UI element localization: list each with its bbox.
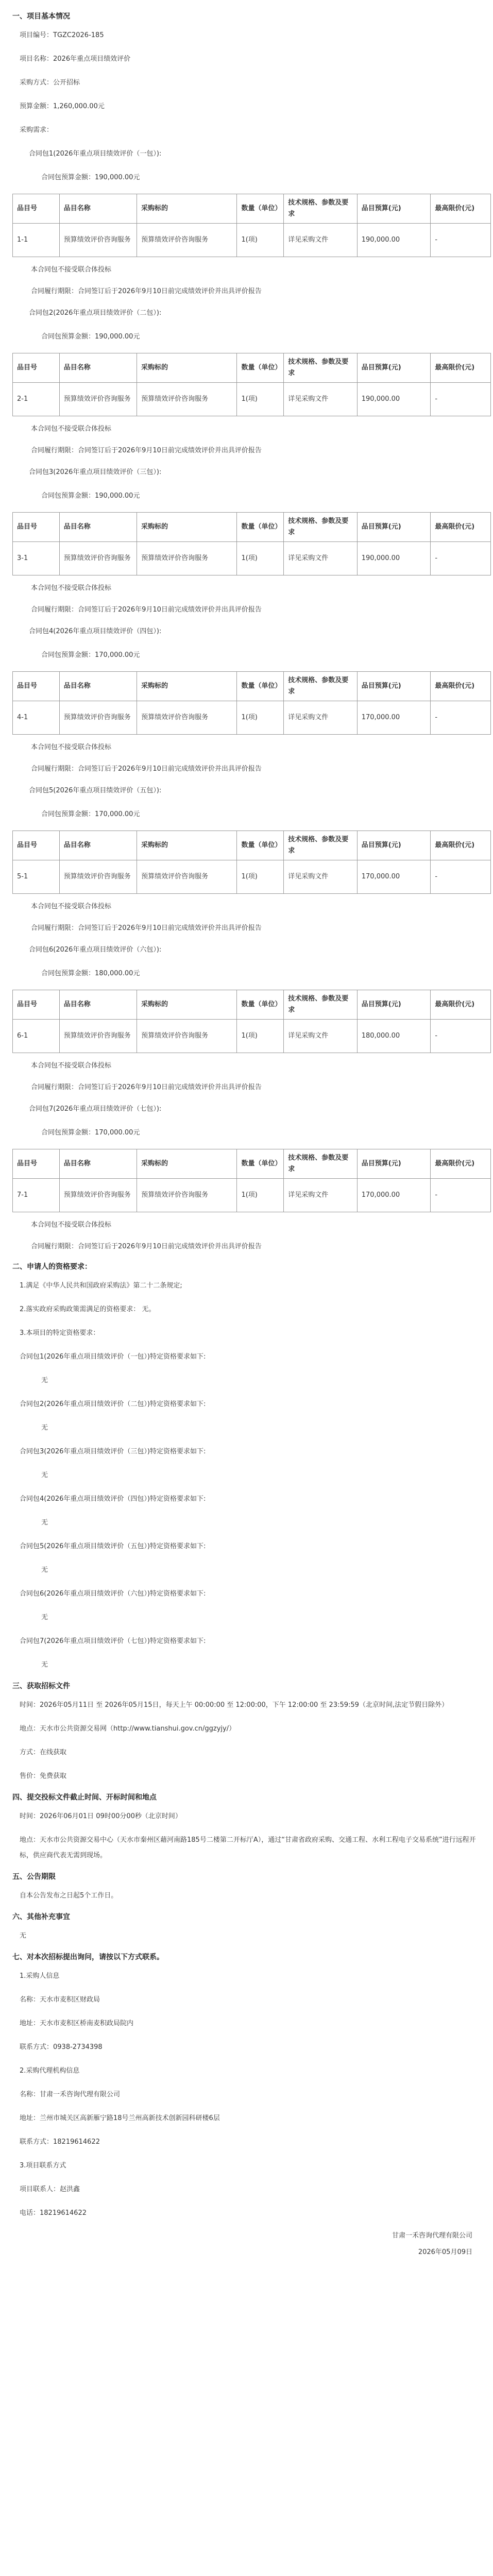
table-header-cell: 品目名称 <box>59 831 137 860</box>
table-header-cell: 品目名称 <box>59 990 137 1020</box>
buyer-name: 名称：天水市麦积区财政局 <box>20 1996 100 2004</box>
table-header-cell: 品目号 <box>13 672 60 701</box>
table-header-cell: 品目名称 <box>59 672 137 701</box>
table-header-cell: 技术规格、参数及要求 <box>284 194 358 224</box>
table-cell: 2-1 <box>13 383 60 416</box>
special-req-label: 合同包2(2026年重点项目绩效评价（二包）)特定资格要求如下: <box>20 1400 206 1408</box>
contract-lot-budget: 合同包预算金额：180,000.00元 <box>41 970 140 977</box>
section-other-title: 六、其他补充事宜 <box>12 1913 70 1921</box>
contract-lot-budget: 合同包预算金额：170,000.00元 <box>41 651 140 659</box>
consortium-note: 本合同包不接受联合体投标 <box>31 1221 112 1229</box>
table-cell: 4-1 <box>13 701 60 735</box>
special-req-label: 合同包4(2026年重点项目绩效评价（四包）)特定资格要求如下: <box>20 1495 206 1503</box>
table-cell: 190,000.00 <box>357 224 431 257</box>
table-cell: 预算绩效评价咨询服务 <box>59 701 137 735</box>
contract-lot-budget: 合同包预算金额：170,000.00元 <box>41 1129 140 1137</box>
consortium-note: 本合同包不接受联合体投标 <box>31 1062 112 1070</box>
deadline-time: 时间：2026年06月01日 09时00分00秒（北京时间） <box>20 1812 182 1820</box>
table-header-cell: 采购标的 <box>137 194 237 224</box>
table-cell: 7-1 <box>13 1179 60 1212</box>
table-cell: 预算绩效评价咨询服务 <box>59 1020 137 1053</box>
table-header-cell: 技术规格、参数及要求 <box>284 353 358 383</box>
table-cell: 170,000.00 <box>357 701 431 735</box>
table-cell: 5-1 <box>13 860 60 894</box>
table-header-cell: 采购标的 <box>137 1149 237 1179</box>
contact-info-title: 3.项目联系方式 <box>20 2162 66 2170</box>
table-header-cell: 最高限价(元) <box>431 1149 491 1179</box>
contract-lot-title: 合同包1(2026年重点项目绩效评价（一包）): <box>29 150 162 158</box>
special-req-label: 合同包1(2026年重点项目绩效评价（一包）)特定资格要求如下: <box>20 1353 206 1361</box>
consortium-note: 本合同包不接受联合体投标 <box>31 425 112 433</box>
table-cell: 预算绩效评价咨询服务 <box>137 542 237 575</box>
section-contact-title: 七、对本次招标提出询问，请按以下方式联系。 <box>12 1953 164 1961</box>
contract-lot-title: 合同包2(2026年重点项目绩效评价（二包）): <box>29 309 162 317</box>
table-header-row <box>13 353 491 383</box>
table-header-cell: 技术规格、参数及要求 <box>284 513 358 542</box>
procurement-method: 采购方式：公开招标 <box>20 79 80 87</box>
table-cell: 详见采购文件 <box>284 860 358 894</box>
special-req-value: 无 <box>41 1566 48 1574</box>
table-header-cell: 品目名称 <box>59 194 137 224</box>
table-cell: 预算绩效评价咨询服务 <box>59 1179 137 1212</box>
table-header-cell: 最高限价(元) <box>431 513 491 542</box>
table-cell: 预算绩效评价咨询服务 <box>59 860 137 894</box>
table-header-cell: 采购标的 <box>137 513 237 542</box>
table-header-row <box>13 194 491 224</box>
table-cell: 1(项) <box>237 542 284 575</box>
obtain-time: 时间：2026年05月11日 至 2026年05月15日，每天上午 00:00:00 至 12:00:00，下午 12:00:00 至 23:59:59（北京时间,法定节假日除外） <box>20 1701 449 1709</box>
table-header-row <box>13 513 491 542</box>
table-header-row <box>13 990 491 1020</box>
special-req-value: 无 <box>41 1519 48 1527</box>
contract-period: 合同履行期限：合同签订后于2026年9月10日前完成绩效评价并出具评价报告 <box>31 924 262 932</box>
lot-items-table <box>12 194 491 257</box>
table-header-cell: 数量（单位） <box>237 513 284 542</box>
table-header-cell: 数量（单位） <box>237 194 284 224</box>
table-cell: 预算绩效评价咨询服务 <box>137 1179 237 1212</box>
contract-lot-budget: 合同包预算金额：190,000.00元 <box>41 492 140 500</box>
table-cell: 预算绩效评价咨询服务 <box>137 860 237 894</box>
table-header-cell: 品目预算(元) <box>357 672 431 701</box>
table-cell: 1(项) <box>237 383 284 416</box>
table-header-cell: 技术规格、参数及要求 <box>284 831 358 860</box>
table-header-row <box>13 672 491 701</box>
qualification-req-1: 1.满足《中华人民共和国政府采购法》第二十二条规定; <box>20 1282 182 1290</box>
table-cell: 170,000.00 <box>357 860 431 894</box>
project-number: 项目编号：TGZC2026-185 <box>20 31 104 39</box>
table-cell: - <box>431 542 491 575</box>
qualification-req-2: 2.落实政府采购政策需满足的资格要求： 无。 <box>20 1306 156 1313</box>
table-cell: 预算绩效评价咨询服务 <box>137 224 237 257</box>
consortium-note: 本合同包不接受联合体投标 <box>31 903 112 910</box>
table-header-cell: 技术规格、参数及要求 <box>284 672 358 701</box>
table-header-cell: 数量（单位） <box>237 672 284 701</box>
table-header-row <box>13 831 491 860</box>
table-row <box>13 542 491 575</box>
other-text: 无 <box>20 1932 27 1940</box>
table-cell: 1(项) <box>237 860 284 894</box>
table-header-cell: 最高限价(元) <box>431 990 491 1020</box>
footer-date: 2026年05月09日 <box>418 2248 472 2256</box>
footer-organization: 甘肃一禾咨询代理有限公司 <box>392 2232 472 2240</box>
special-req-label: 合同包5(2026年重点项目绩效评价（五包）)特定资格要求如下: <box>20 1543 206 1550</box>
agency-address: 地址：兰州市城关区高新雁宁路18号兰州高新技术创新园科研楼6层 <box>20 2114 220 2122</box>
special-requirements <box>12 1349 481 1673</box>
agency-phone: 联系方式：18219614622 <box>20 2138 100 2146</box>
contract-lot-title: 合同包4(2026年重点项目绩效评价（四包）): <box>29 628 162 635</box>
table-row <box>13 383 491 416</box>
buyer-phone: 联系方式：0938-2734398 <box>20 2043 103 2051</box>
consortium-note: 本合同包不接受联合体投标 <box>31 266 112 274</box>
obtain-method: 方式：在线获取 <box>20 1749 67 1756</box>
table-cell: 190,000.00 <box>357 542 431 575</box>
table-header-cell: 品目号 <box>13 1149 60 1179</box>
table-cell: 预算绩效评价咨询服务 <box>59 383 137 416</box>
notice-period-text: 自本公告发布之日起5个工作日。 <box>20 1892 118 1900</box>
section-deadline-title: 四、提交投标文件截止时间、开标时间和地点 <box>12 1793 157 1802</box>
table-cell: 详见采购文件 <box>284 701 358 735</box>
table-header-cell: 品目号 <box>13 513 60 542</box>
table-cell: 1(项) <box>237 1179 284 1212</box>
qualification-req-3: 3.本项目的特定资格要求： <box>20 1329 100 1337</box>
contract-lot-title: 合同包5(2026年重点项目绩效评价（五包）): <box>29 787 162 794</box>
contract-lot-budget: 合同包预算金额：170,000.00元 <box>41 810 140 818</box>
table-header-cell: 品目号 <box>13 353 60 383</box>
table-cell: 详见采购文件 <box>284 1179 358 1212</box>
table-cell: 3-1 <box>13 542 60 575</box>
table-cell: 1-1 <box>13 224 60 257</box>
table-row <box>13 860 491 894</box>
table-header-cell: 品目号 <box>13 831 60 860</box>
contact-phone: 电话：18219614622 <box>20 2209 87 2217</box>
table-cell: 预算绩效评价咨询服务 <box>59 224 137 257</box>
contract-period: 合同履行期限：合同签订后于2026年9月10日前完成绩效评价并出具评价报告 <box>31 606 262 614</box>
table-header-cell: 品目预算(元) <box>357 990 431 1020</box>
table-header-cell: 最高限价(元) <box>431 672 491 701</box>
table-cell: 170,000.00 <box>357 1179 431 1212</box>
table-cell: 详见采购文件 <box>284 383 358 416</box>
table-cell: 6-1 <box>13 1020 60 1053</box>
table-header-cell: 数量（单位） <box>237 1149 284 1179</box>
table-header-cell: 采购标的 <box>137 353 237 383</box>
table-header-cell: 最高限价(元) <box>431 831 491 860</box>
table-cell: 预算绩效评价咨询服务 <box>137 701 237 735</box>
table-cell: - <box>431 1020 491 1053</box>
table-header-cell: 技术规格、参数及要求 <box>284 1149 358 1179</box>
table-cell: 180,000.00 <box>357 1020 431 1053</box>
special-req-value: 无 <box>41 1424 48 1432</box>
agency-info-title: 2.采购代理机构信息 <box>20 2067 80 2075</box>
contact-person: 项目联系人：赵洪鑫 <box>20 2185 80 2193</box>
table-header-cell: 品目名称 <box>59 1149 137 1179</box>
table-row <box>13 1179 491 1212</box>
table-header-cell: 数量（单位） <box>237 990 284 1020</box>
table-header-cell: 品目号 <box>13 990 60 1020</box>
special-req-value: 无 <box>41 1471 48 1479</box>
table-header-cell: 最高限价(元) <box>431 194 491 224</box>
special-req-label: 合同包7(2026年重点项目绩效评价（七包）)特定资格要求如下: <box>20 1637 206 1645</box>
section-obtain-docs-title: 三、获取招标文件 <box>12 1682 70 1690</box>
table-cell: - <box>431 224 491 257</box>
section-qualification-title: 二、申请人的资格要求： <box>12 1263 92 1271</box>
contract-lot-title: 合同包7(2026年重点项目绩效评价（七包）): <box>29 1105 162 1113</box>
table-row <box>13 224 491 257</box>
obtain-price: 售价：免费获取 <box>20 1772 67 1780</box>
table-cell: - <box>431 860 491 894</box>
table-cell: 1(项) <box>237 701 284 735</box>
deadline-place: 地点：天水市公共资源交易中心（天水市秦州区藉河南路185号二楼第二开标厅A），通过“甘肃省政府采购、交通工程、水利工程电子交易系统”进行远程开标，供应商代表无需到现场。 <box>20 1836 476 1859</box>
table-cell: 1(项) <box>237 1020 284 1053</box>
buyer-info-title: 1.采购人信息 <box>20 1972 60 1980</box>
contract-period: 合同履行期限：合同签订后于2026年9月10日前完成绩效评价并出具评价报告 <box>31 1243 262 1250</box>
table-cell: 190,000.00 <box>357 383 431 416</box>
table-header-cell: 品目预算(元) <box>357 194 431 224</box>
contract-period: 合同履行期限：合同签订后于2026年9月10日前完成绩效评价并出具评价报告 <box>31 765 262 773</box>
lot-items-table <box>12 512 491 575</box>
table-header-cell: 品目预算(元) <box>357 513 431 542</box>
obtain-place[interactable]: 地点：天水市公共资源交易网（http://www.tianshui.gov.cn/ggzyjy/） <box>20 1725 236 1733</box>
consortium-note: 本合同包不接受联合体投标 <box>31 584 112 592</box>
lot-items-table <box>12 831 491 894</box>
special-req-value: 无 <box>41 1377 48 1384</box>
table-header-cell: 品目名称 <box>59 353 137 383</box>
special-req-value: 无 <box>41 1614 48 1621</box>
table-cell: 预算绩效评价咨询服务 <box>137 1020 237 1053</box>
table-cell: 详见采购文件 <box>284 1020 358 1053</box>
contract-lot-budget: 合同包预算金额：190,000.00元 <box>41 333 140 341</box>
contract-lot-title: 合同包3(2026年重点项目绩效评价（三包）): <box>29 468 162 476</box>
special-req-value: 无 <box>41 1661 48 1669</box>
table-row <box>13 1020 491 1053</box>
table-header-cell: 品目预算(元) <box>357 353 431 383</box>
table-header-cell: 采购标的 <box>137 831 237 860</box>
table-cell: - <box>431 383 491 416</box>
table-header-cell: 采购标的 <box>137 672 237 701</box>
contract-period: 合同履行期限：合同签订后于2026年9月10日前完成绩效评价并出具评价报告 <box>31 1083 262 1091</box>
table-header-row <box>13 1149 491 1179</box>
table-cell: - <box>431 701 491 735</box>
consortium-note: 本合同包不接受联合体投标 <box>31 743 112 751</box>
contract-period: 合同履行期限：合同签订后于2026年9月10日前完成绩效评价并出具评价报告 <box>31 287 262 295</box>
special-req-label: 合同包6(2026年重点项目绩效评价（六包）)特定资格要求如下: <box>20 1590 206 1598</box>
lot-items-table <box>12 353 491 416</box>
table-header-cell: 采购标的 <box>137 990 237 1020</box>
table-header-cell: 品目号 <box>13 194 60 224</box>
table-header-cell: 技术规格、参数及要求 <box>284 990 358 1020</box>
table-cell: 详见采购文件 <box>284 224 358 257</box>
table-header-cell: 数量（单位） <box>237 831 284 860</box>
table-header-cell: 最高限价(元) <box>431 353 491 383</box>
special-req-label: 合同包3(2026年重点项目绩效评价（三包）)特定资格要求如下: <box>20 1448 206 1455</box>
table-cell: 预算绩效评价咨询服务 <box>59 542 137 575</box>
table-cell: 详见采购文件 <box>284 542 358 575</box>
contract-lot-title: 合同包6(2026年重点项目绩效评价（六包）): <box>29 946 162 954</box>
table-row <box>13 701 491 735</box>
budget-amount: 预算金额：1,260,000.00元 <box>20 103 105 110</box>
project-name: 项目名称：2026年重点项目绩效评价 <box>20 55 131 63</box>
lot-items-table <box>12 990 491 1053</box>
table-cell: - <box>431 1179 491 1212</box>
table-header-cell: 数量（单位） <box>237 353 284 383</box>
table-cell: 1(项) <box>237 224 284 257</box>
contract-lots <box>12 146 481 1255</box>
table-header-cell: 品目名称 <box>59 513 137 542</box>
lot-items-table <box>12 1149 491 1212</box>
contract-period: 合同履行期限：合同签订后于2026年9月10日前完成绩效评价并出具评价报告 <box>31 447 262 454</box>
table-header-cell: 品目预算(元) <box>357 1149 431 1179</box>
contract-lot-budget: 合同包预算金额：190,000.00元 <box>41 174 140 181</box>
section-notice-period-title: 五、公告期限 <box>12 1873 56 1881</box>
section-basic-info-title: 一、项目基本情况 <box>12 12 70 21</box>
agency-name: 名称：甘肃一禾咨询代理有限公司 <box>20 2091 121 2098</box>
buyer-address: 地址：天水市麦积区桥南麦积政局院内 <box>20 2020 134 2027</box>
lot-items-table <box>12 671 491 735</box>
procurement-demand: 采购需求： <box>20 126 54 134</box>
table-cell: 预算绩效评价咨询服务 <box>137 383 237 416</box>
table-header-cell: 品目预算(元) <box>357 831 431 860</box>
